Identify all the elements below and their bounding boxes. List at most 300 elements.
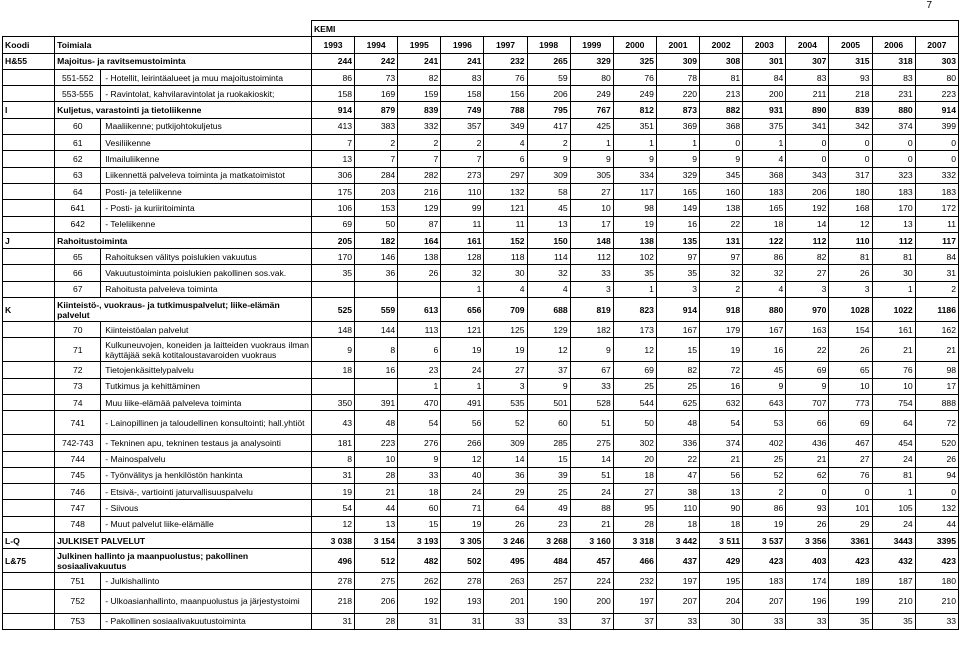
value-cell: 9 xyxy=(527,378,570,394)
value-cell: 0 xyxy=(786,151,829,167)
value-cell: 343 xyxy=(786,167,829,183)
group-code xyxy=(3,183,55,199)
row-label: - Siivous xyxy=(101,500,312,516)
value-cell: 95 xyxy=(613,500,656,516)
value-cell: 4 xyxy=(484,135,527,151)
value-cell: 106 xyxy=(311,200,354,216)
group-code xyxy=(3,394,55,410)
value-cell: 35 xyxy=(613,265,656,281)
group-code: L-Q xyxy=(3,533,55,549)
value-cell: 266 xyxy=(441,435,484,451)
value-cell: 3 537 xyxy=(743,533,786,549)
value-cell: 69 xyxy=(613,362,656,378)
value-cell: 66 xyxy=(786,411,829,435)
table-row xyxy=(3,183,959,199)
value-cell: 839 xyxy=(829,102,872,118)
row-code: 744 xyxy=(55,451,101,467)
value-cell: 110 xyxy=(441,183,484,199)
value-cell: 1022 xyxy=(872,298,915,322)
value-cell: 26 xyxy=(829,338,872,362)
value-cell: 2 xyxy=(700,281,743,297)
value-cell: 306 xyxy=(311,167,354,183)
value-cell: 3 356 xyxy=(786,533,829,549)
table-row xyxy=(3,232,959,248)
value-cell: 47 xyxy=(656,467,699,483)
value-cell: 210 xyxy=(915,589,958,613)
value-cell: 50 xyxy=(355,216,398,232)
value-cell: 32 xyxy=(441,265,484,281)
value-cell: 232 xyxy=(484,53,527,69)
value-cell: 50 xyxy=(613,411,656,435)
value-cell: 3 193 xyxy=(398,533,441,549)
value-cell: 1 xyxy=(656,135,699,151)
value-cell: 357 xyxy=(441,118,484,134)
value-cell: 1 xyxy=(441,378,484,394)
group-code xyxy=(3,435,55,451)
value-cell: 3 154 xyxy=(355,533,398,549)
year-header: 2003 xyxy=(743,37,786,53)
value-cell: 773 xyxy=(829,394,872,410)
value-cell: 3 xyxy=(484,378,527,394)
value-cell: 9 xyxy=(743,378,786,394)
value-cell: 11 xyxy=(484,216,527,232)
row-code: 70 xyxy=(55,322,101,338)
value-cell: 93 xyxy=(829,69,872,85)
value-cell: 76 xyxy=(484,69,527,85)
value-cell: 1028 xyxy=(829,298,872,322)
value-cell: 403 xyxy=(786,549,829,573)
value-cell: 879 xyxy=(355,102,398,118)
row-label: Majoitus- ja ravitsemustoiminta xyxy=(55,53,312,69)
value-cell: 391 xyxy=(355,394,398,410)
value-cell: 2 xyxy=(441,135,484,151)
value-cell: 24 xyxy=(441,484,484,500)
value-cell: 72 xyxy=(700,362,743,378)
value-cell: 18 xyxy=(613,467,656,483)
value-cell: 19 xyxy=(441,516,484,532)
value-cell: 210 xyxy=(872,589,915,613)
value-cell: 535 xyxy=(484,394,527,410)
value-cell: 223 xyxy=(355,435,398,451)
value-cell: 162 xyxy=(915,322,958,338)
value-cell: 167 xyxy=(656,322,699,338)
value-cell: 285 xyxy=(527,435,570,451)
value-cell xyxy=(311,378,354,394)
value-cell: 197 xyxy=(613,589,656,613)
value-cell: 14 xyxy=(570,451,613,467)
value-cell: 22 xyxy=(700,216,743,232)
value-cell: 76 xyxy=(829,467,872,483)
value-cell: 192 xyxy=(786,200,829,216)
value-cell: 101 xyxy=(829,500,872,516)
row-code: 67 xyxy=(55,281,101,297)
row-label: Rahoituksen välitys poislukien vakuutus xyxy=(101,249,312,265)
value-cell: 51 xyxy=(570,467,613,483)
value-cell: 1 xyxy=(872,281,915,297)
table-row xyxy=(3,53,959,69)
value-cell: 51 xyxy=(570,411,613,435)
table-row xyxy=(3,322,959,338)
value-cell: 122 xyxy=(743,232,786,248)
value-cell: 29 xyxy=(484,484,527,500)
value-cell: 0 xyxy=(829,151,872,167)
row-label: - Tekninen apu, tekninen testaus ja analysointi xyxy=(101,435,312,451)
value-cell: 83 xyxy=(786,69,829,85)
value-cell: 278 xyxy=(311,573,354,589)
row-label: Kulkuneuvojen, koneiden ja laitteiden vuokraus ilman käyttäjää sekä kotitaloustavaroiden vuokraus xyxy=(101,338,312,362)
row-label: - Etsivä-, vartiointi jaturvallisuuspalvelu xyxy=(101,484,312,500)
value-cell: 417 xyxy=(527,118,570,134)
group-code xyxy=(3,613,55,629)
value-cell: 11 xyxy=(915,216,958,232)
value-cell: 132 xyxy=(484,183,527,199)
value-cell: 32 xyxy=(743,265,786,281)
value-cell: 183 xyxy=(743,183,786,199)
value-cell: 284 xyxy=(355,167,398,183)
year-header: 1997 xyxy=(484,37,527,53)
value-cell: 643 xyxy=(743,394,786,410)
page-number: 7 xyxy=(926,0,932,11)
value-cell: 35 xyxy=(656,265,699,281)
value-cell: 9 xyxy=(786,378,829,394)
value-cell: 192 xyxy=(398,589,441,613)
value-cell: 231 xyxy=(872,86,915,102)
value-cell: 81 xyxy=(829,249,872,265)
value-cell: 31 xyxy=(398,613,441,629)
value-cell: 56 xyxy=(441,411,484,435)
year-header: 2001 xyxy=(656,37,699,53)
value-cell: 43 xyxy=(311,411,354,435)
value-cell: 94 xyxy=(915,467,958,483)
value-cell: 3 246 xyxy=(484,533,527,549)
value-cell: 249 xyxy=(570,86,613,102)
value-cell: 138 xyxy=(398,249,441,265)
value-cell: 21 xyxy=(786,451,829,467)
value-cell: 3 xyxy=(570,281,613,297)
value-cell: 301 xyxy=(743,53,786,69)
value-cell: 64 xyxy=(872,411,915,435)
value-cell: 351 xyxy=(613,118,656,134)
value-cell: 9 xyxy=(700,151,743,167)
value-cell: 62 xyxy=(786,467,829,483)
value-cell: 918 xyxy=(700,298,743,322)
value-cell: 332 xyxy=(398,118,441,134)
value-cell: 18 xyxy=(743,216,786,232)
value-cell: 819 xyxy=(570,298,613,322)
value-cell: 81 xyxy=(872,249,915,265)
row-code: 73 xyxy=(55,378,101,394)
value-cell: 218 xyxy=(829,86,872,102)
value-cell: 788 xyxy=(484,102,527,118)
value-cell: 3 305 xyxy=(441,533,484,549)
value-cell: 28 xyxy=(355,467,398,483)
value-cell: 218 xyxy=(311,589,354,613)
row-code: 66 xyxy=(55,265,101,281)
row-code: 551-552 xyxy=(55,69,101,85)
value-cell: 30 xyxy=(484,265,527,281)
value-cell: 206 xyxy=(527,86,570,102)
value-cell: 559 xyxy=(355,298,398,322)
value-cell: 64 xyxy=(484,500,527,516)
table-row xyxy=(3,167,959,183)
value-cell: 25 xyxy=(613,378,656,394)
value-cell: 4 xyxy=(484,281,527,297)
region-name: KEMI xyxy=(311,21,958,37)
value-cell: 25 xyxy=(743,451,786,467)
value-cell: 30 xyxy=(700,613,743,629)
value-cell: 44 xyxy=(915,516,958,532)
value-cell: 9 xyxy=(656,151,699,167)
value-cell: 26 xyxy=(484,516,527,532)
value-cell: 131 xyxy=(700,232,743,248)
value-cell: 15 xyxy=(527,451,570,467)
value-cell: 1 xyxy=(441,281,484,297)
value-cell: 164 xyxy=(398,232,441,248)
row-label: Kiinteistö-, vuokraus- ja tutkimuspalvelut; liike-elämän palvelut xyxy=(55,298,312,322)
value-cell: 200 xyxy=(570,589,613,613)
value-cell: 82 xyxy=(786,249,829,265)
value-cell: 437 xyxy=(656,549,699,573)
row-label: Maaliikenne; putkijohtokuljetus xyxy=(101,118,312,134)
value-cell: 19 xyxy=(484,338,527,362)
value-cell: 309 xyxy=(527,167,570,183)
year-header: 2000 xyxy=(613,37,656,53)
group-code xyxy=(3,151,55,167)
year-header: 2006 xyxy=(872,37,915,53)
value-cell: 18 xyxy=(398,484,441,500)
value-cell: 65 xyxy=(829,362,872,378)
value-cell: 9 xyxy=(613,151,656,167)
value-cell: 423 xyxy=(915,549,958,573)
value-cell: 3 160 xyxy=(570,533,613,549)
value-cell: 3 xyxy=(829,281,872,297)
value-cell: 368 xyxy=(743,167,786,183)
value-cell: 302 xyxy=(613,435,656,451)
value-cell: 345 xyxy=(700,167,743,183)
value-cell: 257 xyxy=(527,573,570,589)
table-row xyxy=(3,135,959,151)
value-cell: 82 xyxy=(398,69,441,85)
year-header: 1996 xyxy=(441,37,484,53)
value-cell: 470 xyxy=(398,394,441,410)
value-cell: 625 xyxy=(656,394,699,410)
group-code xyxy=(3,265,55,281)
value-cell: 18 xyxy=(311,362,354,378)
value-cell: 14 xyxy=(786,216,829,232)
value-cell: 0 xyxy=(786,484,829,500)
group-code xyxy=(3,362,55,378)
employment-table xyxy=(2,20,959,630)
value-cell: 35 xyxy=(829,613,872,629)
value-cell: 54 xyxy=(311,500,354,516)
value-cell: 28 xyxy=(355,613,398,629)
value-cell: 26 xyxy=(786,516,829,532)
row-code: 65 xyxy=(55,249,101,265)
value-cell: 2 xyxy=(915,281,958,297)
value-cell: 375 xyxy=(743,118,786,134)
value-cell: 27 xyxy=(484,362,527,378)
value-cell: 368 xyxy=(700,118,743,134)
value-cell: 332 xyxy=(915,167,958,183)
group-code xyxy=(3,167,55,183)
value-cell: 146 xyxy=(355,249,398,265)
year-header: 1999 xyxy=(570,37,613,53)
value-cell: 132 xyxy=(915,500,958,516)
value-cell: 174 xyxy=(786,573,829,589)
value-cell: 180 xyxy=(915,573,958,589)
row-code: 71 xyxy=(55,338,101,362)
value-cell: 399 xyxy=(915,118,958,134)
value-cell: 323 xyxy=(872,167,915,183)
value-cell: 56 xyxy=(700,467,743,483)
value-cell: 49 xyxy=(527,500,570,516)
value-cell: 11 xyxy=(441,216,484,232)
table-row xyxy=(3,573,959,589)
value-cell: 914 xyxy=(656,298,699,322)
group-code xyxy=(3,86,55,102)
value-cell: 16 xyxy=(355,362,398,378)
value-cell: 334 xyxy=(613,167,656,183)
row-label: - Julkishallinto xyxy=(101,573,312,589)
value-cell: 170 xyxy=(872,200,915,216)
value-cell: 914 xyxy=(311,102,354,118)
value-cell: 183 xyxy=(872,183,915,199)
value-cell: 13 xyxy=(700,484,743,500)
value-cell: 45 xyxy=(527,200,570,216)
row-label: Rahoitusta palveleva toiminta xyxy=(101,281,312,297)
value-cell: 21 xyxy=(570,516,613,532)
value-cell: 114 xyxy=(527,249,570,265)
year-header: 2005 xyxy=(829,37,872,53)
row-code: 61 xyxy=(55,135,101,151)
value-cell: 173 xyxy=(613,322,656,338)
value-cell: 159 xyxy=(398,86,441,102)
value-cell: 16 xyxy=(700,378,743,394)
value-cell: 216 xyxy=(398,183,441,199)
value-cell: 9 xyxy=(570,151,613,167)
value-cell: 72 xyxy=(915,411,958,435)
value-cell: 9 xyxy=(311,338,354,362)
value-cell: 60 xyxy=(527,411,570,435)
group-code xyxy=(3,200,55,216)
code-header: Koodi xyxy=(3,37,55,53)
value-cell: 309 xyxy=(484,435,527,451)
value-cell: 12 xyxy=(311,516,354,532)
value-cell: 880 xyxy=(872,102,915,118)
value-cell: 158 xyxy=(311,86,354,102)
value-cell: 502 xyxy=(441,549,484,573)
value-cell: 112 xyxy=(570,249,613,265)
value-cell: 457 xyxy=(570,549,613,573)
row-label: - Työnvälitys ja henkilöstön hankinta xyxy=(101,467,312,483)
value-cell: 135 xyxy=(656,232,699,248)
value-cell: 165 xyxy=(656,183,699,199)
row-code: 74 xyxy=(55,394,101,410)
value-cell: 9 xyxy=(398,451,441,467)
value-cell: 33 xyxy=(527,613,570,629)
row-label: Kiinteistöalan palvelut xyxy=(101,322,312,338)
row-code: 741 xyxy=(55,411,101,435)
value-cell: 24 xyxy=(441,362,484,378)
value-cell: 21 xyxy=(915,338,958,362)
value-cell: 244 xyxy=(311,53,354,69)
value-cell: 528 xyxy=(570,394,613,410)
value-cell: 21 xyxy=(700,451,743,467)
value-cell: 169 xyxy=(355,86,398,102)
value-cell: 197 xyxy=(656,573,699,589)
value-cell: 880 xyxy=(743,298,786,322)
value-cell: 206 xyxy=(786,183,829,199)
table-row xyxy=(3,69,959,85)
value-cell: 18 xyxy=(656,516,699,532)
value-cell: 10 xyxy=(872,378,915,394)
value-cell: 970 xyxy=(786,298,829,322)
value-cell xyxy=(355,281,398,297)
table-row xyxy=(3,118,959,134)
value-cell: 0 xyxy=(829,135,872,151)
value-cell: 305 xyxy=(570,167,613,183)
value-cell: 795 xyxy=(527,102,570,118)
value-cell: 112 xyxy=(872,232,915,248)
value-cell: 350 xyxy=(311,394,354,410)
value-cell: 12 xyxy=(527,338,570,362)
value-cell: 128 xyxy=(441,249,484,265)
value-cell: 525 xyxy=(311,298,354,322)
value-cell: 329 xyxy=(656,167,699,183)
value-cell: 223 xyxy=(915,86,958,102)
value-cell: 275 xyxy=(355,573,398,589)
value-cell: 839 xyxy=(398,102,441,118)
value-cell: 36 xyxy=(355,265,398,281)
value-cell: 152 xyxy=(484,232,527,248)
row-code: 742-743 xyxy=(55,435,101,451)
value-cell: 512 xyxy=(355,549,398,573)
table-row xyxy=(3,265,959,281)
group-code xyxy=(3,281,55,297)
row-label: Rahoitustoiminta xyxy=(55,232,312,248)
value-cell: 0 xyxy=(872,135,915,151)
row-label: Kuljetus, varastointi ja tietoliikenne xyxy=(55,102,312,118)
row-label: Posti- ja teleliikenne xyxy=(101,183,312,199)
value-cell: 220 xyxy=(656,86,699,102)
value-cell: 21 xyxy=(872,338,915,362)
row-label: Muu liike-elämää palveleva toiminta xyxy=(101,394,312,410)
value-cell: 0 xyxy=(872,151,915,167)
value-cell: 59 xyxy=(527,69,570,85)
value-cell: 48 xyxy=(656,411,699,435)
value-cell: 213 xyxy=(700,86,743,102)
region-row xyxy=(3,21,959,37)
value-cell: 90 xyxy=(700,500,743,516)
value-cell xyxy=(355,378,398,394)
value-cell: 33 xyxy=(570,265,613,281)
value-cell: 232 xyxy=(613,573,656,589)
group-code xyxy=(3,249,55,265)
value-cell: 48 xyxy=(355,411,398,435)
value-cell: 249 xyxy=(613,86,656,102)
value-cell: 1 xyxy=(743,135,786,151)
value-cell: 170 xyxy=(311,249,354,265)
row-code: 752 xyxy=(55,589,101,613)
value-cell: 99 xyxy=(441,200,484,216)
value-cell: 8 xyxy=(311,451,354,467)
value-cell: 20 xyxy=(613,451,656,467)
group-code xyxy=(3,411,55,435)
value-cell: 33 xyxy=(786,613,829,629)
value-cell: 33 xyxy=(398,467,441,483)
value-cell: 3361 xyxy=(829,533,872,549)
value-cell: 24 xyxy=(872,451,915,467)
